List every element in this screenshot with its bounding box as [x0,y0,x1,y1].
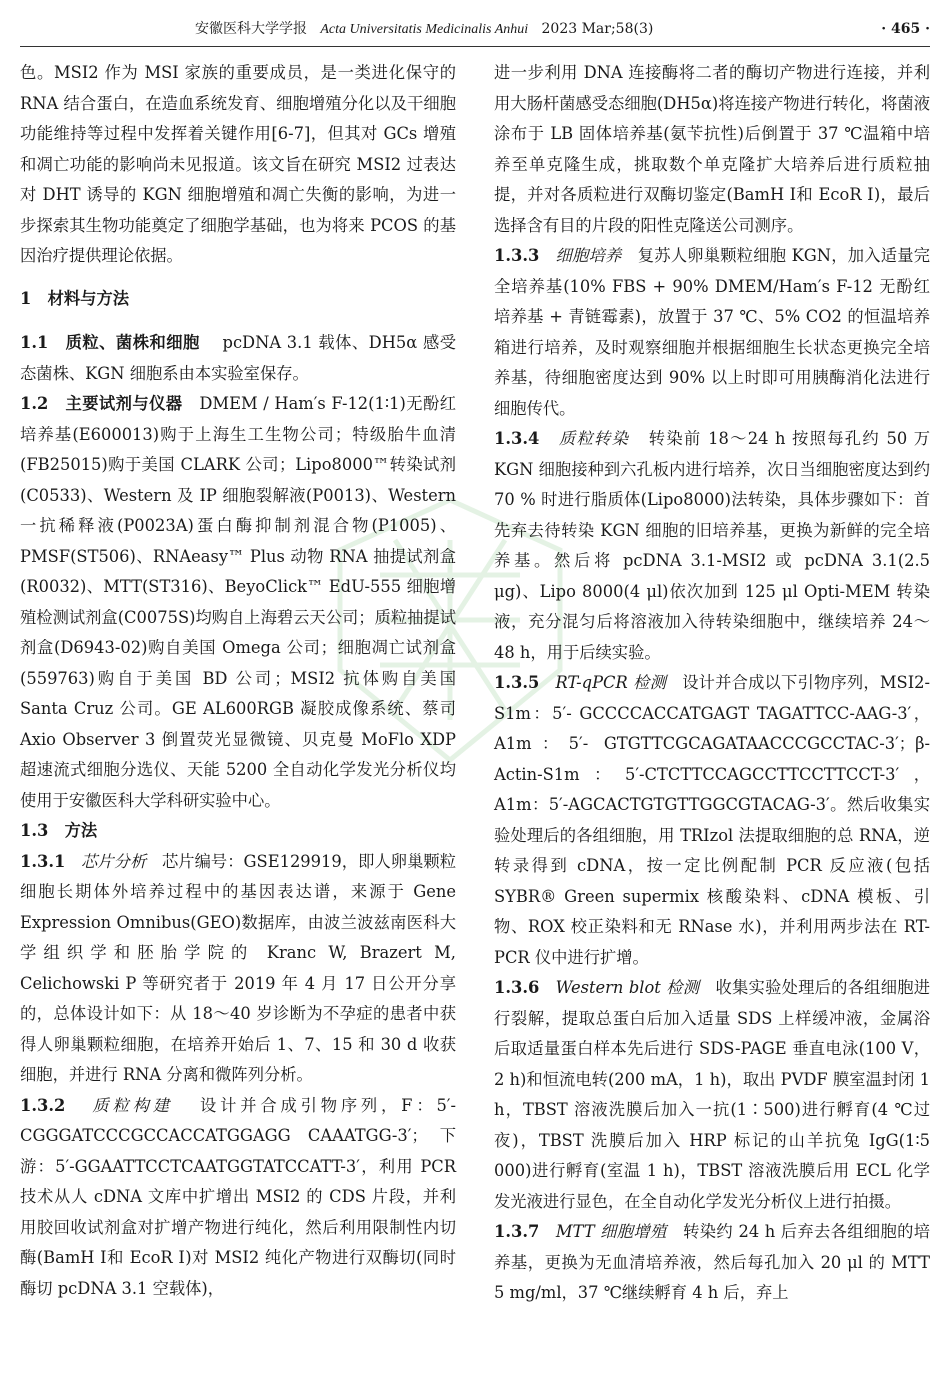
journal-name-en: Acta Universitatis Medicinalis Anhui [320,22,529,37]
section-1-3-1-number: 1.3.1 [20,851,66,871]
journal-issue: 2023 Mar;58(3) [541,21,654,37]
section-1-3-7 [494,1217,930,1309]
intro-paragraph: 色。MSI2 作为 MSI 家族的重要成员，是一类进化保守的 RNA 结合蛋白，在造血系统发育、细胞增殖分化以及干细胞功能维持等过程中发挥着关键作用[6-7]，但其对 GCs 增殖和凋亡功能的影响尚未见报道。该文旨在研究 MSI2 过表达对 DHT 诱导的 KGN 细胞增殖和凋亡失衡的影响，为进一步探索其生物功能奠定了细胞学基础，也为将来 PCOS 的基因治疗提供理论依据。 [20,63,456,265]
section-1-3-2-body: 设计并合成引物序列，F：5′-CGGGATCCCGCCACCATGGAGG CAAATGG-3′；下游：5′-GGAATTCCTCAATGGTATCCATT-3′，利用 PCR 技术从人 cDNA 文库中扩增出 MSI2 的 CDS 片段，并利用胶回收试剂盒对扩增产物进行纯化，然后利用限制性内切酶(BamH Ⅰ和 EcoR Ⅰ)对 MSI2 纯化产物进行双酶切(同时酶切 pcDNA 3.1 空载体)， [20,1095,457,1298]
section-1-2 [20,389,456,816]
section-1-3-4 [494,424,930,668]
journal-name-cn: 安徽医科大学学报 [195,21,307,37]
section-1-2-body: DMEM / Ham′s F-12(1∶1)无酚红培养基(E600013)购于上海生工生物公司；特级胎牛血清(FB25015)购于美国 CLARK 公司；Lipo8000™转染试剂(C0533)、Western 及 IP 细胞裂解液(P0013)、Western 一抗稀释液(P0023A)蛋白酶抑制剂混合物(P1005)、PMSF(ST506)、RNAeasy™ Plus 动物 RNA 抽提试剂盒(R0032)、MTT(ST316)、BeyoClick™ EdU-555 细胞增殖检测试剂盒(C0075S)均购自上海碧云天公司；质粒抽提试剂盒(D6943-02)购自美国 Omega 公司；细胞凋亡试剂盒(559763)购自于美国 BD 公司；MSI2 抗体购自美国 Santa Cruz 公司。GE AL600RGB 凝胶成像系统、蔡司 Axio Observer 3 倒置荧光显微镜、贝克曼 MoFlo XDP 超速流式细胞分选仪、天能 5200 全自动化学发光分析仪均使用于安徽医科大学科研实验中心。 [20,394,456,810]
section-1-3-6-title: Western blot 检测 [555,978,700,997]
section-1-3-3-number: 1.3.3 [494,246,540,265]
section-1-3-6 [494,973,930,1217]
section-1-3-5-body: 设计并合成以下引物序列，MSI2-S1m：5′- GCCCCACCATGAGT TAGATTCC-AAG-3′，A1m：5′- GTGTTCGCAGATAACCCGCCTAC-3′；β-Actin-S1m：5′-CTCTTCCAGCCTTCCTTCCT-3′，A1m：5′-AGCACTGTGTTGGCGTACAG-3′。然后收集实验处理后的各组细胞，用 TRIzol 法提取细胞的总 RNA，逆转录得到 cDNA，按一定比例配制 PCR 反应液(包括 SYBR® Green supermix 核酸染料、cDNA 模板、引物、ROX 校正染料和无 RNase 水)，并利用两步法在 RT-PCR 仪中进行扩增。 [494,673,930,967]
section-1-3-5-title: RT-qPCR 检测 [555,673,667,692]
section-1-1-body: pcDNA 3.1 载体、DH5α 感受态菌株、KGN 细胞系由本实验室保存。 [20,333,457,383]
section-1-3-2 [20,1091,456,1305]
section-1-3-7-title: MTT 细胞增殖 [555,1222,667,1241]
section-1-3-5-number: 1.3.5 [494,673,540,692]
section-1-3-2-continued: 进一步利用 DNA 连接酶将二者的酶切产物进行连接，并利用大肠杆菌感受态细胞(DH5α)将连接产物进行转化，将菌液涂布于 LB 固体培养基(氨苄抗性)后倒置于 37 ℃温箱中培养至单克隆生成，挑取数个单克隆扩大培养后进行质粒抽提，并对各质粒进行双酶切鉴定(BamH Ⅰ和 EcoR Ⅰ)，最后选择含有目的片段的阳性克隆送公司测序。 [494,63,930,235]
section-1-3-2-title: 质粒构建 [92,1095,173,1115]
section-1-3-1-body: 芯片编号：GSE129919，即人卵巢颗粒细胞长期体外培养过程中的基因表达谱，来源于 Gene Expression Omnibus(GEO)数据库，由波兰波兹南医科大学组织学和胚胎学院的 Kranc W, Brazert M, Celichowski P 等研究者于 2019 年 4 月 17 日公开分享的，总体设计如下：从 18～40 岁诊断为不孕症的患者中获得人卵巢颗粒细胞，在培养开始后 1、7、15 和 30 d 收获细胞，并进行 RNA 分离和微阵列分析。 [20,851,456,1084]
section-1-3-1 [20,847,456,1091]
section-1-3-7-number: 1.3.7 [494,1222,540,1241]
section-1-3-3-body: 复苏人卵巢颗粒细胞 KGN，加入适量完全培养基(10% FBS + 90% DMEM/Ham′s F-12 无酚红培养基 + 青链霉素)，放置于 37 ℃、5% CO2 的恒温培养箱进行培养，及时观察细胞并根据细胞生长状态更换完全培养基，待细胞密度达到 90% 以上时即可用胰酶消化法进行细胞传代。 [494,246,930,418]
running-header [20,14,930,47]
section-1-1 [20,328,456,389]
section-1-3-2-number: 1.3.2 [20,1095,66,1115]
left-column [20,58,456,1304]
section-1-3-1-title: 芯片分析 [80,851,147,871]
section-1-3-7-body: 转染约 24 h 后弃去各组细胞的培养基，更换为无血清培养液，然后每孔加入 20 μl 的 MTT 5 mg/ml，37 ℃继续孵育 4 h 后，弃上 [494,1222,930,1302]
section-1-3-3 [494,241,930,424]
journal-citation [195,14,653,45]
section-1-3-3-title: 细胞培养 [555,246,622,265]
section-1-3-6-body: 收集实验处理后的各组细胞进行裂解，提取总蛋白后加入适量 SDS 上样缓冲液，金属浴后取适量蛋白样本先后进行 SDS-PAGE 垂直电泳(100 V，2 h)和恒流电转(200 mA，1 h)，取出 PVDF 膜室温封闭 1 h，TBST 溶液洗膜后加入一抗(1∶500)进行孵育(4 ℃过夜)，TBST 洗膜后加入 HRP 标记的山羊抗兔 IgG(1∶5 000)进行孵育(室温 1 h)，TBST 溶液洗膜后用 ECL 化学发光液进行显色，在全自动化学发光分析仪上进行拍摄。 [494,978,931,1211]
section-1-3-4-number: 1.3.4 [494,429,540,448]
page-number: · 465 · [881,21,930,37]
section-1-3-6-number: 1.3.6 [494,978,540,997]
right-column [494,58,930,1309]
section-heading: 1 材料与方法 [20,288,130,308]
section-1-2-heading: 1.2 主要试剂与仪器 [20,394,183,413]
section-1-3-5 [494,668,930,973]
section-1-1-heading: 1.1 质粒、菌株和细胞 [20,333,200,352]
section-1-3-4-body: 转染前 18～24 h 按照每孔约 50 万 KGN 细胞接种到六孔板内进行培养，次日当细胞密度达到约 70 % 时进行脂质体(Lipo8000)法转染，具体步骤如下：首先弃去待转染 KGN 细胞的旧培养基，更换为新鲜的完全培养基。然后将 pcDNA 3.1-MSI2 或 pcDNA 3.1(2.5 μg)、Lipo 8000(4 μl)依次加到 125 μl Opti-MEM 转染液，充分混匀后将溶液加入待转染细胞中，继续培养 24～48 h，用于后续实验。 [494,429,931,662]
section-1-3-4-title: 质粒转染 [558,429,630,448]
section-1-3-heading: 1.3 方法 [20,821,98,840]
